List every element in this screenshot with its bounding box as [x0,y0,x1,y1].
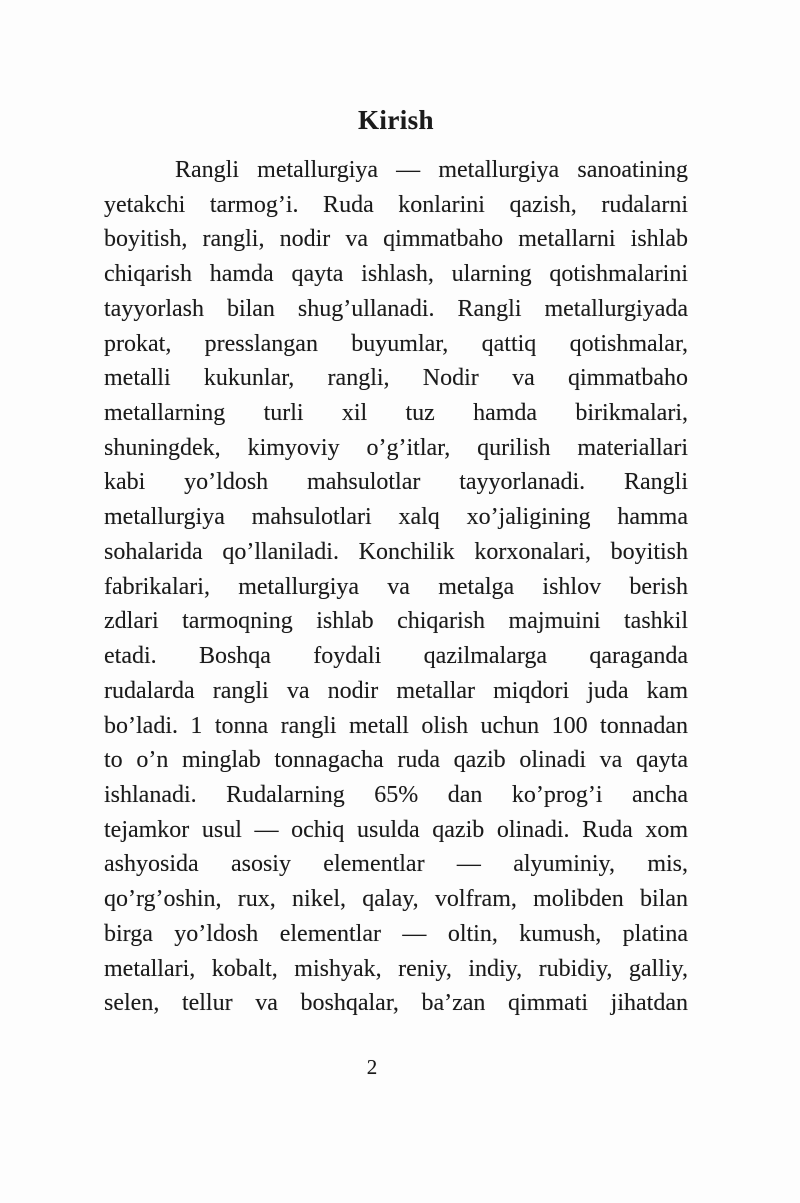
text-line: fabrikalari, metallurgiya va metalga ishlov berish [104,573,688,600]
text-line: tejamkor usul — ochiq usulda qazib olinadi. Ruda xom [104,816,688,843]
text-line: Rangli metallurgiya — metallurgiya sanoatining [175,157,688,183]
text-line: birga yo’ldosh elementlar — oltin, kumush, platina [104,920,688,947]
text-line: boyitish, rangli, nodir va qimmatbaho metallarni ishlab [104,226,688,253]
text-line: ishlanadi. Rudalarning 65% dan ko’prog’i ancha [104,781,688,808]
text-line: tayyorlash bilan shug’ullanadi. Rangli metallurgiyada [104,295,688,322]
text-line: prokat, presslangan buyumlar, qattiq qotishmalar, [104,330,688,357]
text-line: zdlari tarmoqning ishlab chiqarish majmuini tashkil [104,608,688,635]
text-line: chiqarish hamda qayta ishlash, ularning qotishmalarini [104,261,688,288]
text-line: qo’rg’oshin, rux, nikel, qalay, volfram, molibden bilan [104,886,688,913]
paragraph [104,153,688,1021]
text-line: ashyosida asosiy elementlar — alyuminiy, mis, [104,851,688,878]
page-number: 2 [366,1055,378,1079]
text-line: yetakchi tarmog’i. Ruda konlarini qazish, rudalarni [104,191,688,218]
text-line: etadi. Boshqa foydali qazilmalarga qaraganda [104,643,688,670]
text-line: bo’ladi. 1 tonna rangli metall olish uchun 100 tonnadan [104,712,688,739]
text-line: sohalarida qo’llaniladi. Konchilik korxonalari, boyitish [104,538,688,565]
page-title: Kirish [358,105,434,135]
text-line: shuningdek, kimyoviy o’g’itlar, qurilish materiallari [104,434,688,461]
text-line: metallari, kobalt, mishyak, reniy, indiy, rubidiy, galliy, [104,955,688,982]
text-line: metallurgiya mahsulotlari xalq xo’jaligining hamma [104,504,688,531]
text-line: kabi yo’ldosh mahsulotlar tayyorlanadi. Rangli [104,469,688,496]
text-line: selen, tellur va boshqalar, ba’zan qimmati jihatdan [104,990,688,1017]
text-line: metallarning turli xil tuz hamda birikmalari, [104,400,688,427]
text-line: rudalarda rangli va nodir metallar miqdori juda kam [104,677,688,704]
text-line: to o’n minglab tonnagacha ruda qazib olinadi va qayta [104,747,688,774]
text-line: metalli kukunlar, rangli, Nodir va qimmatbaho [104,365,688,392]
